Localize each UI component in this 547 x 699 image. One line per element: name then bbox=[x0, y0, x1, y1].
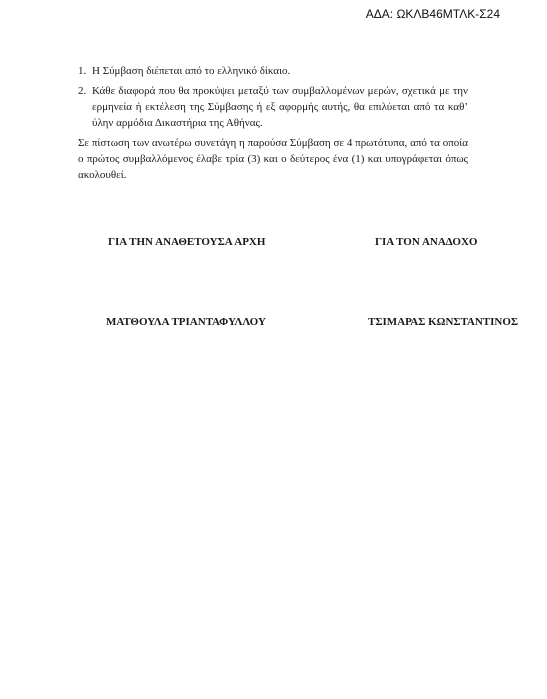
signature-heading-contractor: ΓΙΑ ΤΟΝ ΑΝΑΔΟΧΟ bbox=[375, 236, 478, 248]
contract-body bbox=[78, 63, 468, 194]
clause-list bbox=[78, 63, 468, 131]
closing-paragraph: Σε πίστωση των ανωτέρω συνετάγη η παρούσα Σύμβαση σε 4 πρωτότυπα, από τα οποία ο πρώτος συμβαλλόμενος έλαβε τρία (3) και ο δεύτερος ένα (1) και υπογράφεται όπως ακολουθεί. bbox=[78, 137, 468, 181]
clause-number: 1. bbox=[78, 65, 87, 77]
signature-heading-contracting-authority: ΓΙΑ ΤΗΝ ΑΝΑΘΕΤΟΥΣΑ ΑΡΧΗ bbox=[108, 236, 266, 248]
clause-number: 2. bbox=[78, 85, 87, 97]
ada-code: ΑΔΑ: ΩΚΛΒ46ΜΤΛΚ-Σ24 bbox=[365, 7, 500, 21]
signatory-name-contractor: ΤΣΙΜΑΡΑΣ ΚΩΝΣΤΑΝΤΙΝΟΣ bbox=[368, 316, 519, 328]
clause-item bbox=[78, 83, 468, 131]
clause-text: Κάθε διαφορά που θα προκύψει μεταξύ των συμβαλλομένων μερών, σχετικά με την ερμηνεία ή εκτέλεση της Σύμβασης ή εξ αφορμής αυτής, θα επιλύεται από τα καθ’ ύλην αρμόδια Δικαστήρια της Αθήνας. bbox=[92, 85, 468, 129]
clause-text: Η Σύμβαση διέπεται από το ελληνικό δίκαιο. bbox=[92, 65, 291, 77]
clause-item bbox=[78, 63, 468, 79]
signatory-name-contracting-authority: ΜΑΤΘΟΥΛΑ ΤΡΙΑΝΤΑΦΥΛΛΟΥ bbox=[106, 316, 266, 328]
